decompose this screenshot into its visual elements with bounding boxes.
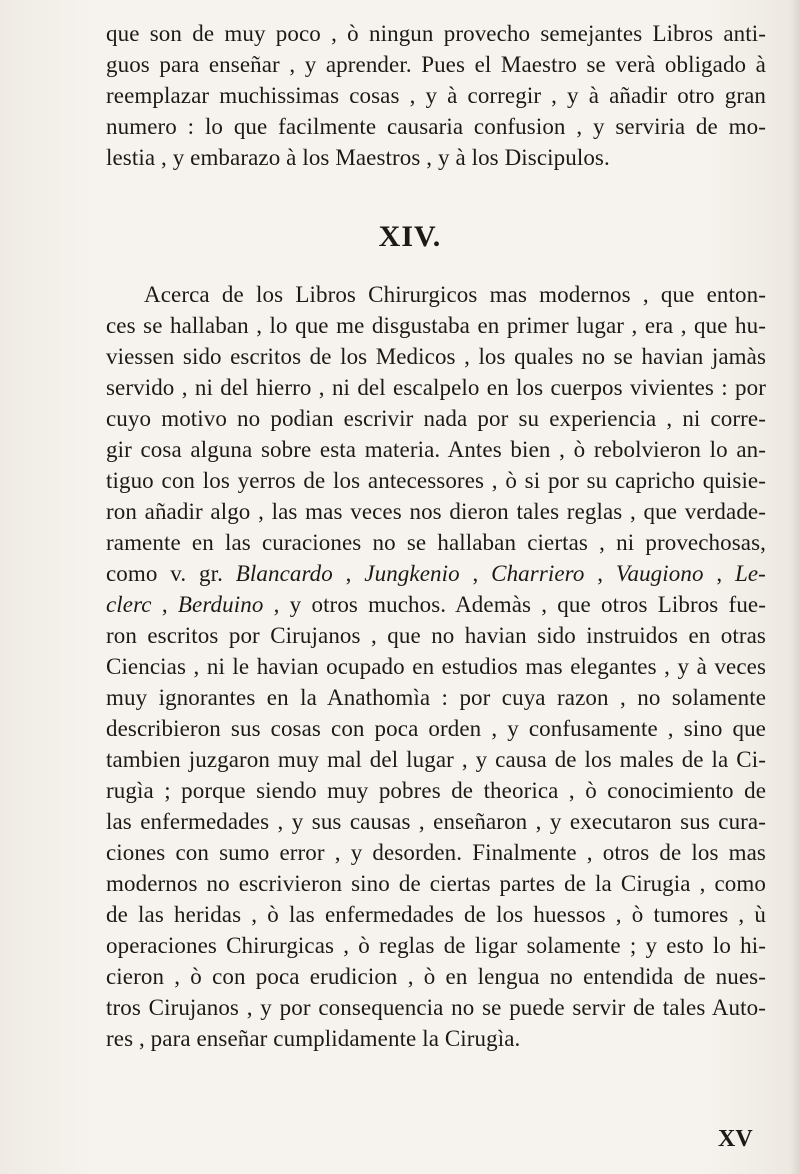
text-line: guos para enseñar , y aprender. Pues el Maestro se verà obligado à [106,52,766,77]
author-name: Berduino [177,592,264,617]
text-line: ciones con sumo error , y desorden. Finalmente , otros de los mas [106,840,766,865]
author-name: Le- [734,561,766,586]
text-line: rugìa ; porque siendo muy pobres de theorica , ò conocimiento de [106,778,766,803]
section-heading: XIV. [378,220,442,253]
text-line: las enfermedades , y sus causas , enseñaron , y executaron sus cura- [106,809,766,834]
text-line: muy ignorantes en la Anathomìa : por cuya razon , no solamente [106,685,766,710]
text-line: gir cosa alguna sobre esta materia. Antes bien , ò rebolvieron lo an- [106,437,766,462]
text-line: Ciencias , ni le havian ocupado en estudios mas elegantes , y à veces [106,654,766,679]
text-line: ron escritos por Cirujanos , que no havian sido instruidos en otras [106,623,766,648]
text-line: que son de muy poco , ò ningun provecho semejantes Libros anti- [106,21,766,46]
text-line: Acerca de los Libros Chirurgicos mas modernos , que enton- [144,282,766,307]
catchword: XV [718,1126,753,1152]
text-line: numero : lo que facilmente causaria confusion , y serviria de mo- [106,114,766,139]
text-line: cuyo motivo no podian escrivir nada por su experiencia , ni corre- [106,406,766,431]
text-line: cieron , ò con poca erudicion , ò en lengua no entendida de nues- [106,964,766,989]
text-line: describieron sus cosas con poca orden , y confusamente , sino que [106,716,766,741]
examples-prefix: como v. gr. [106,561,236,586]
text-line-authors-2: clerc , Berduino , y otros muchos. Ademàs , que otros Libros fue- [106,592,766,617]
text-line: viessen sido escritos de los Medicos , los quales no se havian jamàs [106,344,766,369]
author-name: Charriero [491,561,585,586]
text-line: servido , ni del hierro , ni del escalpelo en los cuerpos vivientes : por [106,375,766,400]
text-line-authors-1: como v. gr. Blancardo , Jungkenio , Charriero , Vaugiono , Le- [106,561,766,586]
text-line: de las heridas , ò las enfermedades de los huessos , ò tumores , ù [106,902,766,927]
text-line: ces se hallaban , lo que me disgustaba en primer lugar , era , que hu- [106,313,766,338]
text-line: lestia , y embarazo à los Maestros , y à los Discipulos. [106,145,610,170]
text-line: tiguo con los yerros de los antecessores , ò si por su capricho quisie- [106,468,766,493]
top-paragraph [106,18,766,173]
author-name: Blancardo [235,561,333,586]
text-line: ron añadir algo , las mas veces nos dieron tales reglas , que verdade- [106,499,766,524]
text-line: modernos no escrivieron sino de ciertas partes de la Cirugia , como [106,871,766,896]
text-line: tros Cirujanos , y por consequencia no se puede servir de tales Auto- [106,995,766,1020]
main-paragraph [106,279,766,1054]
author-name: Jungkenio [364,561,460,586]
examples-suffix: , y otros muchos. Ademàs , que otros Libros fue- [263,592,766,617]
author-name: clerc [106,592,152,617]
text-line: tambien juzgaron muy mal del lugar , y causa de los males de la Ci- [106,747,766,772]
page-edge-shadow [790,0,800,1174]
text-line: res , para enseñar cumplidamente la Cirugìa. [106,1026,521,1051]
text-line: reemplazar muchissimas cosas , y à corregir , y à añadir otro gran [106,83,766,108]
text-line: ramente en las curaciones no se hallaban ciertas , ni provechosas, [106,530,766,555]
text-line: operaciones Chirurgicas , ò reglas de ligar solamente ; y esto lo hi- [106,933,766,958]
author-name: Vaugiono [615,561,704,586]
